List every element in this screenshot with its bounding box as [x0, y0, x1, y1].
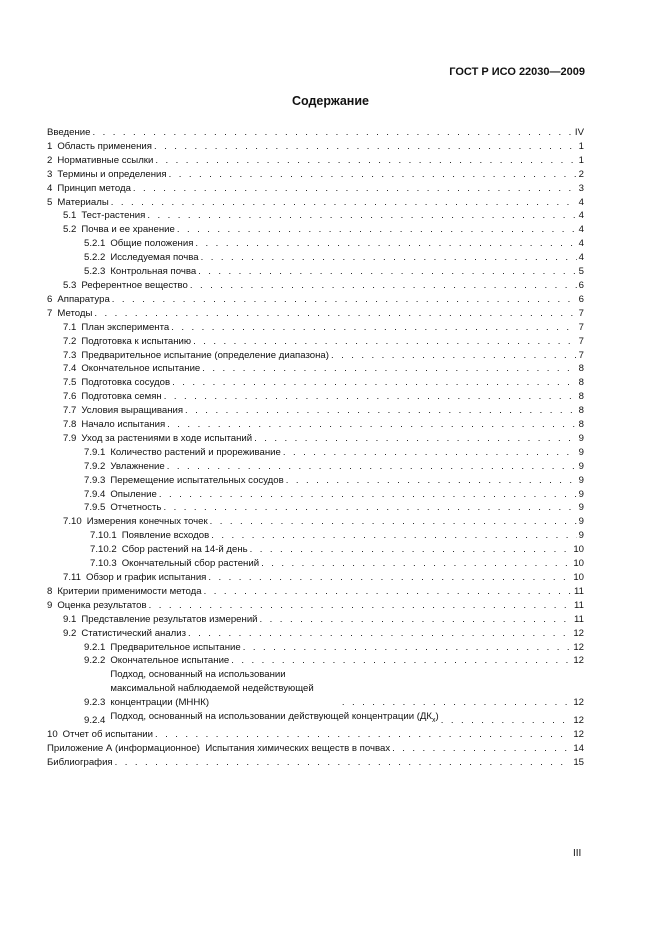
toc-entry-title: [57, 196, 108, 210]
toc-entry-leader: [392, 742, 571, 756]
toc-entry[interactable]: [47, 196, 584, 210]
toc-entry-text: Отчет об испытании: [62, 728, 153, 740]
toc-entry-number: 7.7: [63, 405, 77, 417]
toc-entry-title: [81, 613, 257, 627]
toc-entry[interactable]: [47, 742, 584, 756]
toc-entry-number: 5.2: [63, 224, 77, 236]
toc-entry[interactable]: [47, 237, 584, 251]
toc-entry-page: 9: [578, 446, 584, 458]
toc-entry-leader: [202, 362, 576, 376]
toc-entry[interactable]: [47, 279, 584, 293]
toc-entry-page: 12: [573, 697, 585, 709]
toc-entry[interactable]: [47, 613, 584, 627]
toc-entry-page: 10: [573, 558, 584, 570]
toc-entry-title: [81, 376, 170, 390]
toc-entry-number: 2: [47, 154, 53, 166]
page-title: Содержание: [291, 94, 369, 108]
toc-entry-title: [81, 627, 186, 641]
toc-entry-number: 7.1: [63, 321, 77, 333]
toc-entry-page: 7: [578, 321, 584, 333]
toc-entry-number: 7.4: [63, 363, 77, 375]
toc-entry-title: [81, 432, 252, 446]
toc-entry[interactable]: [47, 543, 584, 557]
toc-entry-number: 7.2: [63, 335, 77, 347]
toc-entry-title: [57, 154, 153, 168]
toc-entry[interactable]: [47, 418, 584, 432]
toc-entry-text: Область применения: [57, 140, 152, 152]
toc-entry[interactable]: [47, 460, 584, 474]
toc-entry-page: 4: [578, 238, 584, 250]
toc-entry-leader: [154, 140, 577, 154]
toc-entry-text: Окончательное испытание: [81, 363, 201, 375]
toc-entry[interactable]: [47, 474, 584, 488]
toc-entry-title: [110, 488, 156, 502]
toc-entry-text: Референтное вещество: [81, 279, 188, 291]
toc-entry-page: 12: [573, 627, 584, 639]
toc-entry-leader: [260, 613, 572, 627]
toc-entry-title: [86, 571, 206, 585]
toc-entry-page: 9: [578, 488, 584, 500]
toc-entry-text: Сбор растений на 14-й день: [121, 544, 248, 556]
toc-entry-text: Подготовка сосудов: [81, 377, 171, 389]
toc-entry-page: 10: [573, 572, 584, 583]
toc-entry-title: [122, 529, 210, 543]
toc-entry-page: 8: [578, 377, 584, 389]
toc-entry[interactable]: [47, 756, 584, 770]
toc-entry-page: 8: [578, 391, 584, 403]
toc-entry-leader: [231, 654, 571, 668]
toc-entry-page: 9: [578, 530, 584, 542]
toc-entry[interactable]: [47, 390, 584, 404]
toc-entry-page: 6: [578, 279, 584, 291]
toc-entry-leader: [147, 209, 576, 223]
toc-entry-title: [110, 474, 283, 488]
toc-entry-leader: [94, 307, 576, 321]
toc-entry[interactable]: [47, 585, 584, 599]
toc-entry-leader: [167, 460, 577, 474]
toc-entry[interactable]: [47, 515, 584, 529]
toc-entry-text: Методы: [57, 307, 93, 319]
toc-entry[interactable]: [47, 335, 584, 349]
toc-entry-number: 7: [47, 307, 53, 319]
toc-entry-text: Тест-растения: [81, 210, 146, 222]
toc-entry[interactable]: [47, 557, 584, 571]
toc-entry-number: 5.1: [63, 210, 77, 222]
toc-entry-leader: [167, 418, 576, 432]
toc-entry-number: 5.2.3: [84, 266, 106, 278]
toc-entry-text: Начало испытания: [81, 419, 166, 431]
toc-entry-leader: [198, 265, 577, 279]
toc-entry-page: 8: [578, 363, 584, 375]
toc-entry[interactable]: [47, 627, 584, 641]
toc-entry-page: 9: [578, 502, 584, 514]
toc-entry-leader: [159, 488, 577, 502]
toc-entry-text: Приложение А (информационное) Испытания химических веществ в почвах: [47, 742, 391, 754]
toc-entry-number: 7.9.2: [84, 460, 106, 472]
toc-entry[interactable]: [47, 728, 584, 742]
toc-entry-number: 9.2: [63, 627, 77, 639]
toc-entry-text: Количество растений и прореживание: [110, 446, 281, 458]
toc-entry-page: 4: [578, 210, 584, 222]
toc-entry-text: Появление всходов: [121, 530, 210, 542]
toc-entry-page: 12: [573, 641, 584, 653]
toc-entry-number: 7.9.3: [84, 474, 106, 486]
toc-entry-text: Контрольная почва: [110, 266, 197, 278]
toc-entry-title: [63, 728, 153, 742]
toc-entry-leader: [286, 474, 577, 488]
toc-entry-number: 5.3: [63, 279, 77, 291]
toc-entry-number: 7.8: [63, 419, 77, 431]
toc-entry-text: Подход, основанный на использовании действующей концентрации (ДК: [110, 711, 433, 723]
toc-entry-number: 7.10.2: [90, 544, 117, 556]
toc-entry-text: Критерии применимости метода: [57, 585, 202, 597]
toc-entry-page: 9: [578, 432, 584, 444]
toc-entry-text: Нормативные ссылки: [57, 154, 154, 166]
toc-entry-number: 9.2.1: [84, 641, 106, 653]
toc-entry-title: [110, 237, 193, 251]
toc-entry-page: 4: [578, 224, 584, 236]
toc-entry-number: 6: [47, 293, 53, 305]
toc-entry-number: 9.2.2: [84, 655, 106, 667]
toc-entry-text: Опыление: [110, 488, 157, 500]
toc-entry-leader: [441, 714, 572, 728]
toc-entry-text: Оценка результатов: [57, 599, 147, 611]
toc-entry-number: 7.11: [63, 572, 81, 583]
toc-entry-leader: [155, 154, 576, 168]
toc-entry-text-suffix: ): [435, 711, 439, 723]
toc-entry-page: 11: [574, 599, 584, 611]
toc-entry-page: 1: [578, 154, 584, 166]
toc-entry-title: [122, 543, 248, 557]
toc-entry-title: [57, 585, 201, 599]
toc-entry[interactable]: [47, 404, 584, 418]
toc-entry[interactable]: [47, 529, 584, 543]
toc-entry-text: Предварительное испытание (определение диапазона): [81, 349, 329, 361]
page-number: III: [573, 848, 582, 859]
toc-entry-leader: [185, 404, 577, 418]
toc-entry-title: [57, 182, 131, 196]
toc-entry-title: [110, 265, 196, 279]
toc-entry-text: Аппаратура: [57, 293, 110, 305]
toc-entry-title: [81, 362, 200, 376]
toc-entry-text: Окончательное испытание: [110, 655, 230, 667]
toc-entry-page: 5: [578, 266, 584, 278]
toc-entry-leader: [204, 585, 572, 599]
toc-entry[interactable]: [47, 668, 584, 710]
toc-entry-title: [81, 223, 174, 237]
toc-entry-leader: [193, 335, 577, 349]
toc-entry-leader: [331, 349, 577, 363]
toc-entry-text: План эксперимента: [81, 321, 170, 333]
toc-entry[interactable]: [47, 168, 584, 182]
toc-entry-title: [81, 279, 188, 293]
toc-entry-title: [110, 668, 340, 710]
toc-entry-title: [81, 321, 169, 335]
toc-entry[interactable]: [47, 654, 584, 668]
toc-entry-title: [81, 349, 329, 363]
toc-entry-page: 1: [578, 140, 584, 152]
toc-entry-title: [57, 293, 109, 307]
toc-entry-title: [57, 168, 166, 182]
toc-entry-number: 7.10: [63, 516, 82, 528]
toc-entry-title: [47, 742, 390, 756]
toc-entry-page: 9: [578, 474, 584, 486]
toc-entry-number: 9.1: [63, 613, 77, 625]
toc-entry-text: Измерения конечных точек: [86, 516, 208, 528]
toc-entry[interactable]: [47, 432, 584, 446]
toc-entry-page: 9: [578, 516, 584, 528]
toc-entry-text: Термины и определения: [57, 168, 167, 180]
toc-entry-leader: [188, 627, 571, 641]
toc-entry-number: 7.9: [63, 432, 77, 444]
toc-entry-text: Подготовка к испытанию: [81, 335, 192, 347]
toc-entry-text: Исследуемая почва: [110, 252, 199, 264]
toc-entry-text: Подготовка семян: [81, 391, 162, 403]
toc-entry-leader: [201, 251, 577, 265]
toc-entry-leader: [111, 196, 577, 210]
toc-entry-leader: [250, 543, 572, 557]
toc-entry-leader: [254, 432, 577, 446]
toc-entry-title: [57, 307, 92, 321]
toc-entry-number: 7.5: [63, 377, 77, 389]
toc-entry-leader: [261, 557, 571, 571]
toc-entry-leader: [155, 728, 571, 742]
toc-entry-number: 9: [47, 599, 53, 611]
toc-entry-leader: [171, 321, 576, 335]
toc-entry-text: Предварительное испытание: [110, 641, 241, 653]
toc-entry-text: Статистический анализ: [81, 627, 187, 639]
toc-entry-page: 3: [578, 182, 584, 194]
toc-entry[interactable]: [47, 641, 584, 655]
toc-entry-page: 12: [573, 714, 584, 726]
toc-entry[interactable]: [47, 488, 584, 502]
toc-entry-text: Библиография: [47, 756, 113, 768]
toc-entry-title: [110, 460, 164, 474]
toc-entry-page: 2: [578, 168, 584, 180]
toc-entry-page: 7: [578, 307, 584, 319]
toc-entry-number: 8: [47, 585, 53, 597]
toc-entry-number: 7.9.4: [84, 488, 106, 500]
toc-entry-number: 7.10.1: [90, 530, 117, 542]
toc-entry[interactable]: [47, 571, 584, 585]
toc-entry-number: 4: [47, 182, 53, 194]
toc-entry-title: [81, 209, 145, 223]
toc-entry-page: 12: [573, 655, 584, 667]
toc-entry-title: [47, 126, 90, 140]
toc-entry-leader: [208, 571, 571, 585]
toc-entry-leader: [112, 293, 577, 307]
toc-entry-text: Окончательный сбор растений: [121, 558, 260, 570]
toc-entry[interactable]: [47, 362, 584, 376]
toc-entry-leader: [163, 501, 576, 515]
toc-entry-leader: [342, 696, 572, 710]
toc-entry[interactable]: [47, 321, 584, 335]
toc-entry-text: Принцип метода: [57, 182, 131, 194]
toc-entry-leader: [210, 515, 577, 529]
toc-entry-page: 8: [578, 405, 584, 417]
toc-entry-title: [81, 335, 191, 349]
toc-entry-page: 10: [573, 544, 584, 556]
toc-entry-number: 7.9.5: [84, 502, 106, 514]
toc-entry-number: 7.3: [63, 349, 77, 361]
toc-entry-title: [110, 710, 438, 728]
toc-entry-page: 14: [573, 742, 584, 754]
toc-entry-leader: [211, 529, 576, 543]
toc-entry-number: 7.10.3: [90, 558, 117, 570]
toc-entry-text: Подход, основанный на использовании максимальной наблюдаемой недействующей концентрации (МННК): [110, 669, 314, 709]
toc-entry-leader: [177, 223, 577, 237]
toc-entry-title: [110, 501, 161, 515]
toc-entry-leader: [169, 168, 577, 182]
toc-entry-title: [57, 140, 152, 154]
toc-entry-title: [87, 515, 208, 529]
toc-entry[interactable]: [47, 251, 584, 265]
toc-entry-title: [110, 641, 240, 655]
toc-entry-title: [122, 557, 259, 571]
toc-entry-leader: [172, 376, 577, 390]
toc-entry-number: 1: [47, 140, 53, 152]
toc-entry[interactable]: [47, 265, 584, 279]
toc-entry-page: 12: [573, 728, 584, 740]
toc-entry-title: [81, 404, 183, 418]
toc-entry-page: 11: [574, 613, 584, 625]
toc-entry-page: 11: [574, 585, 584, 597]
toc-entry-leader: [283, 446, 577, 460]
toc-entry[interactable]: [47, 599, 584, 613]
toc-entry-title: [110, 446, 281, 460]
toc-entry-leader: [164, 390, 577, 404]
toc-entry[interactable]: [47, 140, 584, 154]
toc-entry-leader: [195, 237, 576, 251]
toc-entry-text: Перемещение испытательных сосудов: [110, 474, 284, 486]
toc-entry[interactable]: [47, 307, 584, 321]
table-of-contents: [47, 126, 584, 770]
toc-entry-title: [110, 654, 229, 668]
toc-entry-number: 5.2.1: [84, 238, 106, 250]
toc-entry-page: 4: [578, 252, 584, 264]
toc-entry-leader: [243, 641, 572, 655]
toc-entry-number: 9.2.3: [84, 697, 106, 709]
toc-entry-title: [110, 251, 198, 265]
toc-entry-page: 7: [578, 335, 584, 347]
toc-entry[interactable]: [47, 293, 584, 307]
toc-entry-page: 4: [578, 196, 584, 208]
toc-entry-text: Введение: [47, 127, 91, 138]
toc-entry-text: Почва и ее хранение: [81, 224, 175, 236]
toc-entry-number: 3: [47, 168, 53, 180]
toc-entry-title: [81, 390, 161, 404]
toc-entry[interactable]: [47, 501, 584, 515]
toc-entry-page: 9: [578, 460, 584, 472]
toc-entry[interactable]: [47, 223, 584, 237]
toc-entry-title: [81, 418, 165, 432]
toc-entry[interactable]: [47, 182, 584, 196]
toc-entry-leader: [190, 279, 577, 293]
toc-entry-title: [47, 756, 113, 770]
toc-entry-text: Общие положения: [110, 238, 194, 250]
toc-entry-page: 15: [573, 756, 584, 768]
toc-entry-text: Уход за растениями в ходе испытаний: [81, 432, 253, 444]
toc-entry-page: 8: [578, 419, 584, 431]
toc-entry-leader: [115, 756, 572, 770]
toc-entry-number: 7.9.1: [84, 446, 106, 458]
toc-entry[interactable]: [47, 376, 584, 390]
toc-entry[interactable]: [47, 710, 584, 728]
toc-entry-text: Представление результатов измерений: [81, 613, 258, 625]
toc-entry-text: Обзор и график испытания: [85, 572, 207, 583]
toc-entry-page: 7: [578, 349, 584, 361]
toc-entry[interactable]: [47, 126, 584, 140]
document-header: ГОСТ Р ИСО 22030—2009: [449, 66, 585, 78]
toc-entry-text: Отчетность: [110, 502, 162, 514]
toc-entry[interactable]: [47, 154, 584, 168]
toc-entry-number: 5: [47, 196, 53, 208]
toc-entry-text: Материалы: [57, 196, 109, 208]
toc-entry-number: 9.2.4: [84, 714, 106, 726]
toc-entry-leader: [133, 182, 577, 196]
toc-entry-text: Увлажнение: [110, 460, 165, 472]
toc-entry-page: IV: [574, 127, 584, 138]
toc-entry[interactable]: [47, 446, 584, 460]
toc-entry-number: 10: [47, 728, 58, 740]
toc-entry[interactable]: [47, 209, 584, 223]
toc-entry-title: [57, 599, 146, 613]
toc-entry-number: 7.6: [63, 391, 77, 403]
toc-entry-text: Условия выращивания: [81, 405, 184, 417]
toc-entry-subscript: x: [432, 716, 436, 724]
toc-entry-leader: [149, 599, 572, 613]
toc-entry[interactable]: [47, 349, 584, 363]
toc-entry-number: 5.2.2: [84, 252, 106, 264]
toc-entry-leader: [92, 126, 572, 140]
toc-entry-page: 6: [578, 293, 584, 305]
